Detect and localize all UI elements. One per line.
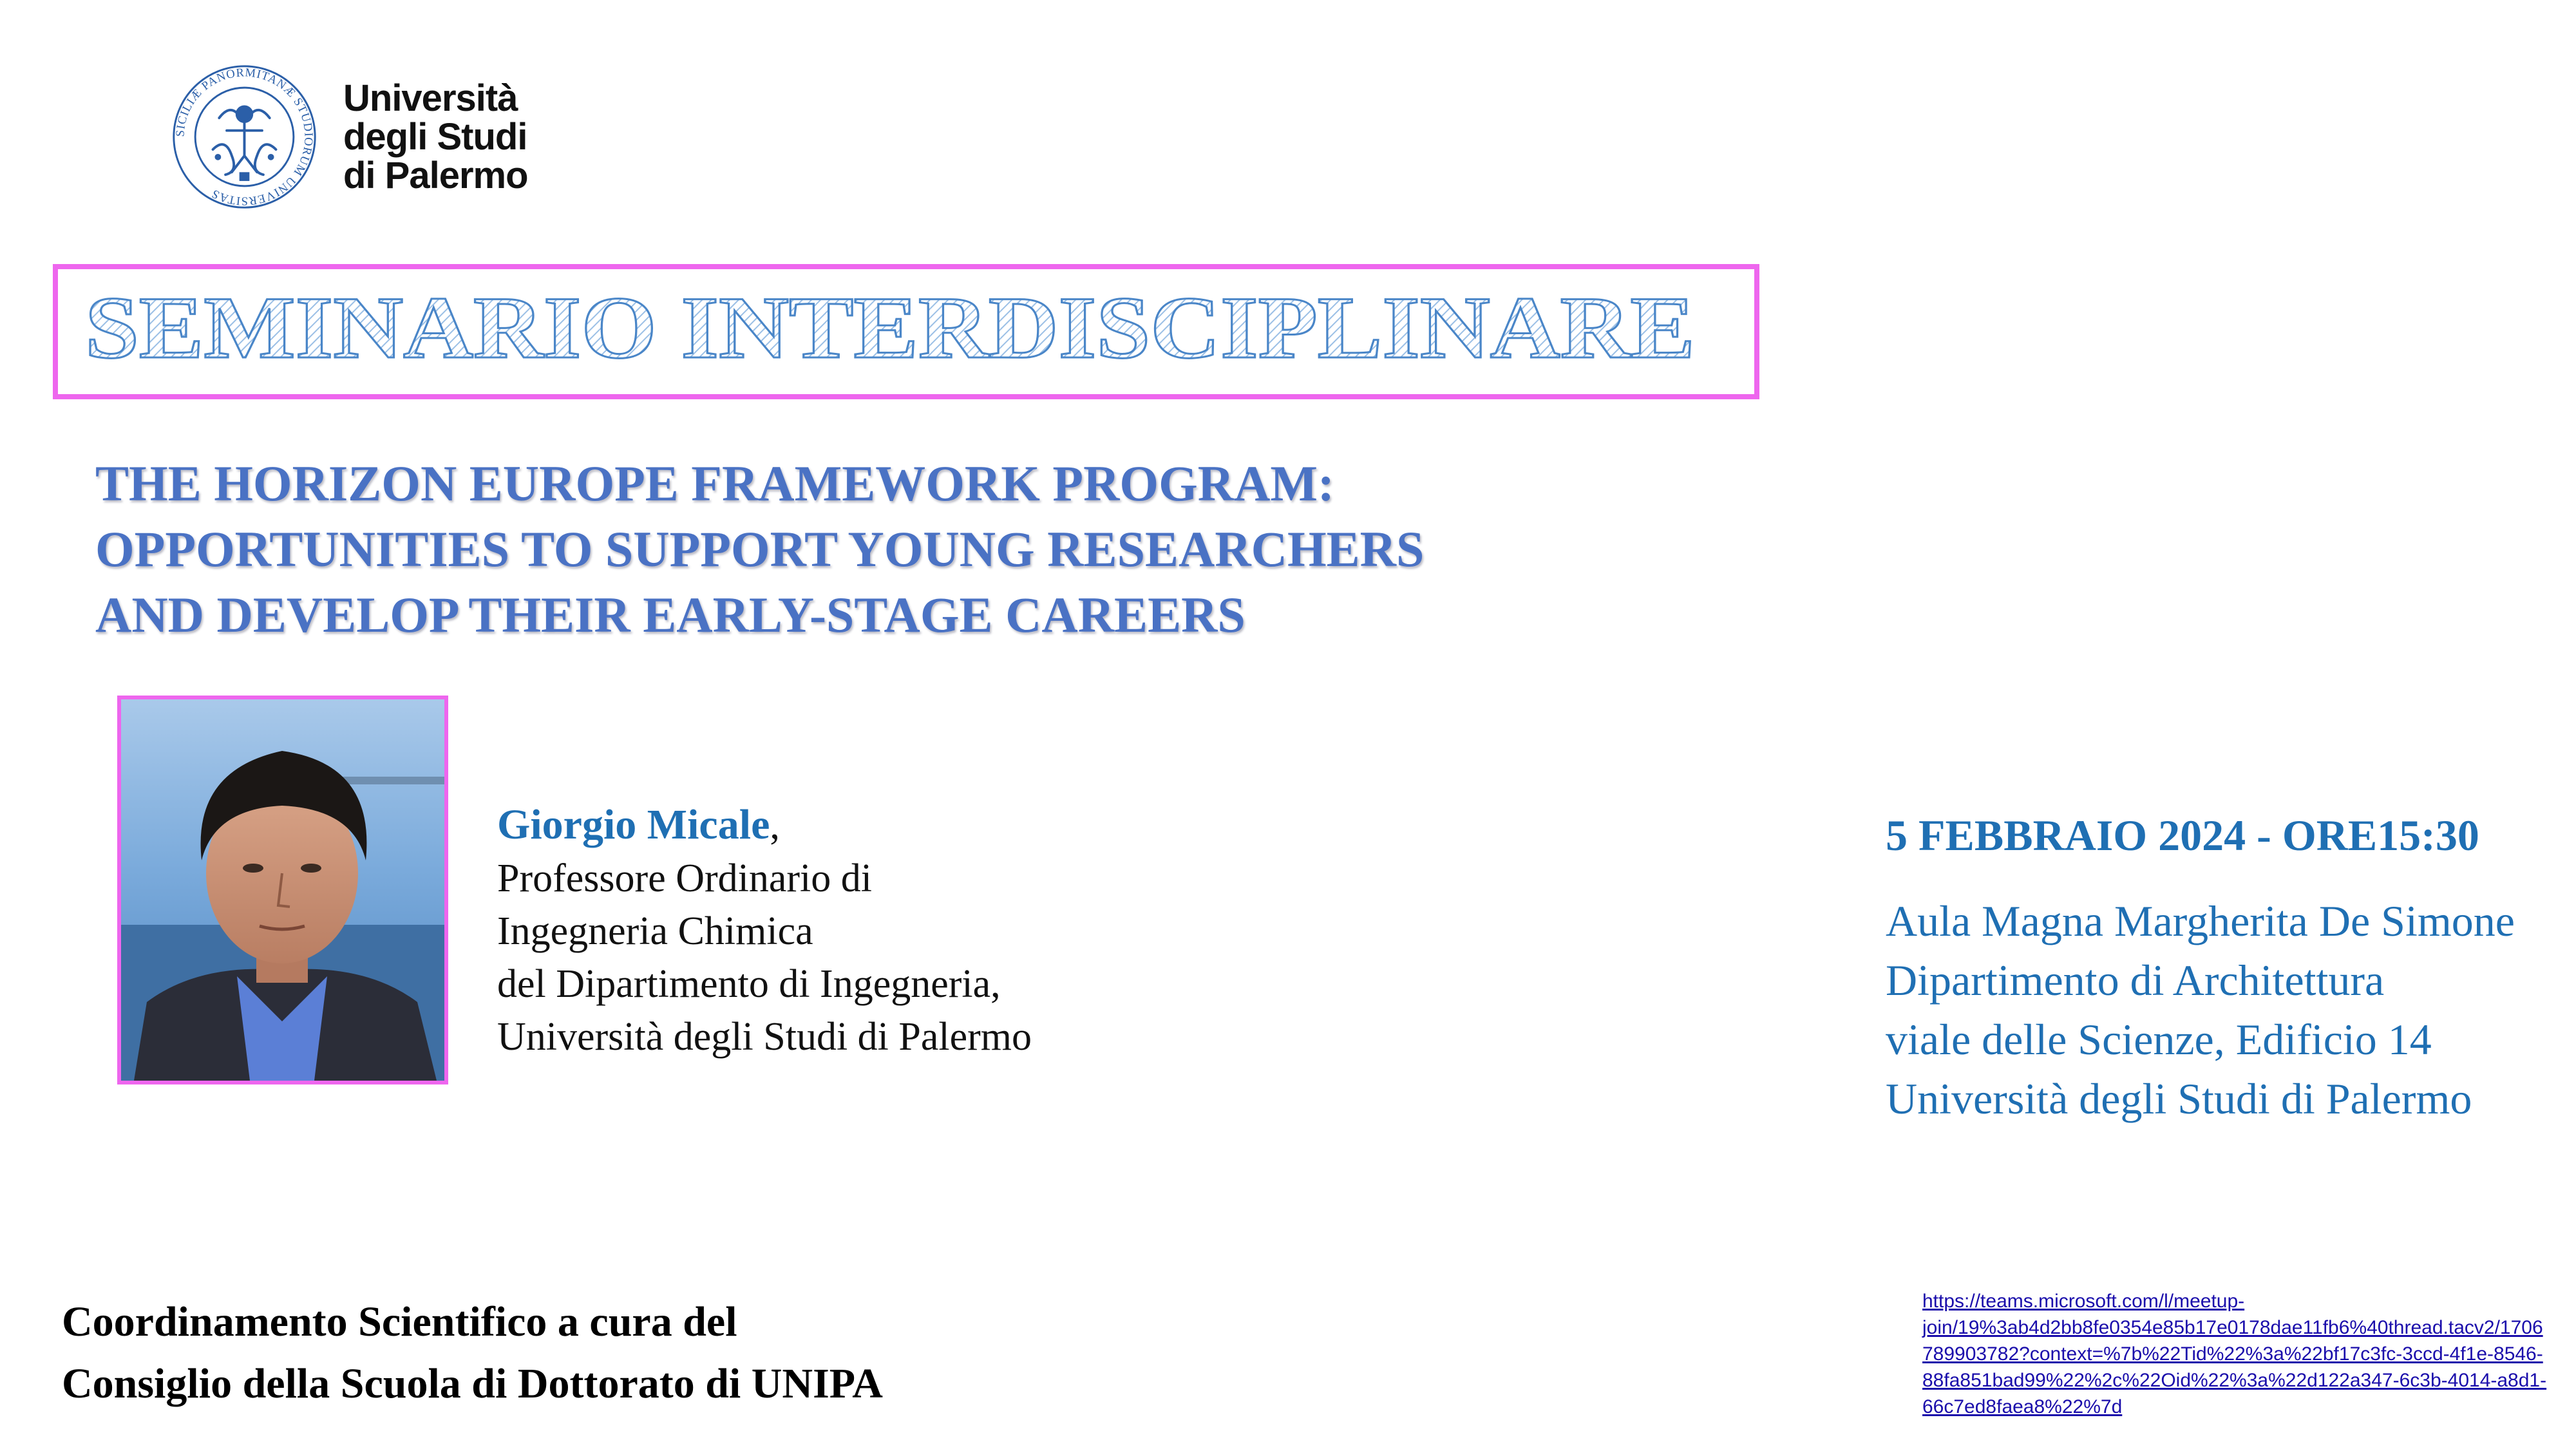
teams-link-line-1[interactable]: https://teams.microsoft.com/l/meetup- — [1922, 1291, 2245, 1312]
speaker-role-line-1: Professore Ordinario di — [497, 857, 872, 900]
talk-title-line-1: THE HORIZON EUROPE FRAMEWORK PROGRAM: — [95, 455, 1334, 511]
university-logo — [169, 61, 555, 213]
venue-line-2: Dipartimento di Architettura — [1886, 956, 2385, 1005]
seal-inscription: SICILIÆ PANORMITANÆ STUDIORUM UNIVERSITAS — [173, 66, 316, 208]
university-name-line-1: Università — [343, 77, 518, 119]
venue-line-1: Aula Magna Margherita De Simone — [1886, 896, 2515, 945]
venue-line-3: viale delle Scienze, Edificio 14 — [1886, 1015, 2432, 1064]
speaker-info — [497, 799, 1334, 1063]
talk-title — [95, 451, 1641, 648]
teams-meeting-link[interactable] — [1922, 1288, 2566, 1420]
teams-link-line-4[interactable]: 88fa851bad99%22%2c%22Oid%22%3a%22d122a347-6c3b-4014-a8d1- — [1922, 1370, 2547, 1391]
event-venue — [1886, 891, 2515, 1128]
venue-line-4: Università degli Studi di Palermo — [1886, 1074, 2472, 1123]
talk-title-line-3: AND DEVELOP THEIR EARLY-STAGE CAREERS — [95, 587, 1245, 643]
seminar-banner-title-graphic — [58, 269, 1754, 394]
talk-title-line-2: OPPORTUNITIES TO SUPPORT YOUNG RESEARCHERS — [95, 521, 1425, 577]
speaker-name: Giorgio Micale — [497, 801, 770, 848]
university-name — [343, 79, 528, 195]
seminar-banner-title: SEMINARIO INTERDISCIPLINARE — [85, 278, 1695, 377]
speaker-role-line-2: Ingegneria Chimica — [497, 909, 813, 953]
speaker-name-line — [497, 799, 1334, 852]
scientific-coordination — [62, 1291, 883, 1415]
speaker-photo — [117, 696, 448, 1084]
speaker-name-suffix: , — [770, 804, 780, 848]
university-name-line-2: degli Studi — [343, 115, 527, 158]
teams-link-line-5[interactable]: 66c7ed8faea8%22%7d — [1922, 1396, 2123, 1417]
speaker-role-line-4: Università degli Studi di Palermo — [497, 1015, 1032, 1059]
speaker-portrait-icon — [121, 699, 444, 1081]
teams-link-line-2[interactable]: join/19%3ab4d2bb8fe0354e85b17e0178dae11fb6%40thread.tacv2/1706 — [1922, 1317, 2543, 1338]
speaker-role-line-3: del Dipartimento di Ingegneria, — [497, 962, 1001, 1006]
coordination-line-2: Consiglio della Scuola di Dottorato di UNIPA — [62, 1360, 883, 1407]
university-seal-icon — [169, 61, 320, 213]
event-date-time: 5 FEBBRAIO 2024 - ORE15:30 — [1886, 811, 2479, 860]
coordination-line-1: Coordinamento Scientifico a cura del — [62, 1298, 737, 1345]
seminar-banner — [53, 264, 1759, 399]
university-name-line-3: di Palermo — [343, 154, 528, 196]
teams-link-line-3[interactable]: 789903782?context=%7b%22Tid%22%3a%22bf17c3fc-3ccd-4f1e-8546- — [1922, 1343, 2543, 1365]
